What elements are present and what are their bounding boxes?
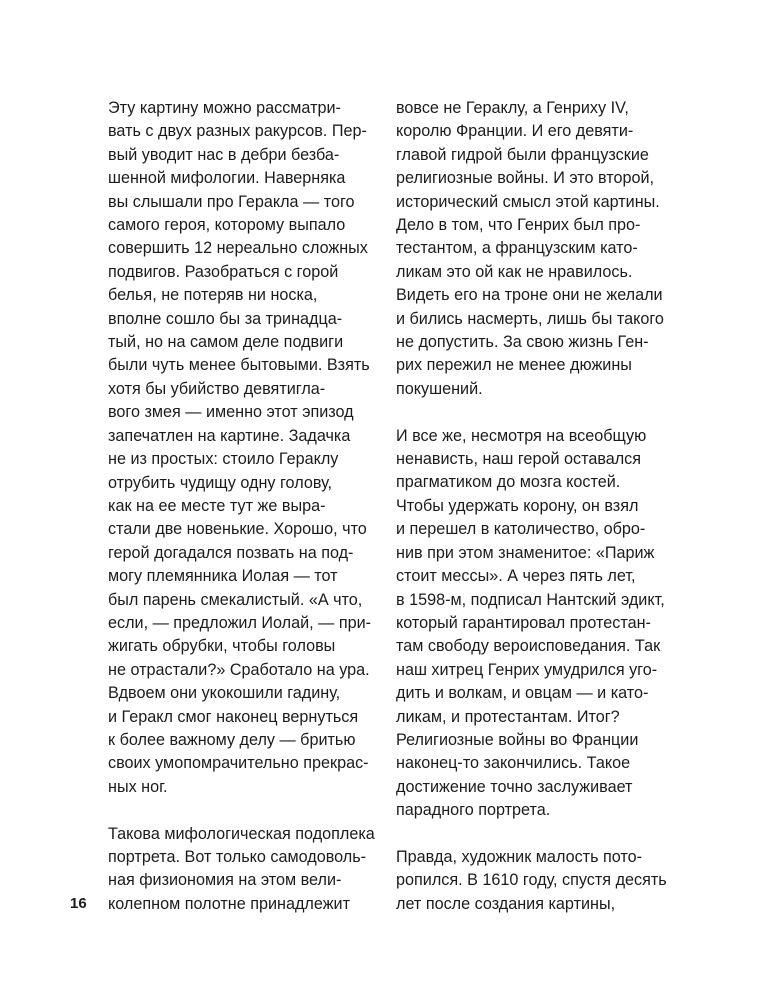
text-line: вого змея — именно этот эпизод (108, 403, 354, 422)
text-line: Вдвоем они укокошили гадину, (108, 684, 341, 703)
text-line: там свободу вероисповедания. Так (396, 637, 661, 656)
paragraph (396, 846, 676, 916)
text-line: рих пережил не менее дюжины (396, 356, 632, 375)
text-line: не допустить. За свою жизнь Ген- (396, 333, 649, 352)
text-line: не отрастали?» Сработало на ура. (108, 660, 370, 679)
text-line: королю Франции. И его девяти- (396, 122, 634, 141)
text-line: исторический смысл этой картины. (396, 192, 660, 211)
text-line: и бились насмерть, лишь бы такого (396, 309, 664, 328)
text-line: были чуть менее бытовыми. Взять (108, 356, 370, 375)
page-number: 16 (70, 895, 87, 912)
text-line: стали две новенькие. Хорошо, что (108, 520, 367, 539)
text-line: Эту картину можно рассматри- (108, 99, 341, 117)
text-line: ных ног. (108, 777, 168, 796)
text-line: вполне сошло бы за тринадца- (108, 309, 343, 328)
text-line: ная физиономия на этом вели- (108, 871, 342, 890)
text-line: отрубить чудищу одну голову, (108, 473, 333, 492)
text-line: белья, не потеряв ни носка, (108, 286, 318, 305)
text-line: хотя бы убийство девятигла- (108, 379, 326, 398)
text-line: лет после создания картины, (396, 894, 616, 913)
text-line: как на ее месте тут же выра- (108, 496, 326, 515)
text-line: Правда, художник малость пото- (396, 847, 643, 866)
text-line: подвигов. Разобраться с горой (108, 262, 339, 281)
paragraph (396, 425, 676, 823)
text-line: герой догадался позвать на под- (108, 543, 354, 562)
text-line: стоит мессы». А через пять лет, (396, 567, 636, 586)
text-line: Видеть его на троне они не желали (396, 286, 663, 305)
paragraph-gap (396, 823, 676, 846)
text-line: совершить 12 нереально сложных (108, 239, 368, 258)
text-line: Религиозные войны во Франции (396, 730, 639, 749)
text-line: И все же, несмотря на всеобщую (396, 426, 647, 445)
paragraph-gap (108, 799, 388, 822)
text-line: вовсе не Гераклу, а Генриху IV, (396, 99, 629, 117)
right-text-column (396, 97, 676, 916)
text-line: вать с двух разных ракурсов. Пер- (108, 122, 367, 141)
text-line: вы слышали про Геракла — того (108, 192, 355, 211)
text-line: в 1598-м, подписал Нантский эдикт, (396, 590, 665, 609)
text-line: который гарантировал протестан- (396, 613, 651, 632)
text-line: покушений. (396, 379, 483, 398)
text-line: не из простых: стоило Гераклу (108, 450, 339, 469)
paragraph (108, 97, 388, 799)
text-line: Такова мифологическая подоплека (108, 824, 375, 843)
text-line: тестантом, а французским като- (396, 239, 638, 258)
text-line: ликам, и протестантам. Итог? (396, 707, 620, 726)
text-line: своих умопомрачительно прекрас- (108, 754, 369, 773)
left-text-column (108, 97, 388, 916)
text-line: парадного портрета. (396, 801, 551, 820)
text-line: Чтобы удержать корону, он взял (396, 496, 639, 515)
text-line: ликам это ой как не нравилось. (396, 262, 633, 281)
text-line: достижение точно заслуживает (396, 777, 633, 796)
text-line: если, — предложил Иолай, — при- (108, 613, 372, 632)
text-line: ропился. В 1610 году, спустя десять (396, 871, 667, 890)
text-line: к более важному делу — бритью (108, 730, 356, 749)
text-line: тый, но на самом деле подвиги (108, 333, 344, 352)
text-line: вый уводит нас в дебри безба- (108, 145, 340, 164)
text-line: прагматиком до мозга костей. (396, 473, 621, 492)
paragraph-gap (396, 401, 676, 424)
text-line: запечатлен на картине. Задачка (108, 426, 351, 445)
text-line: самого героя, которому выпало (108, 216, 346, 235)
text-line: дить и волкам, и овцам — и като- (396, 684, 649, 703)
text-line: главой гидрой были французские (396, 145, 649, 164)
text-line: наконец-то закончились. Такое (396, 754, 631, 773)
text-line: жигать обрубки, чтобы головы (108, 637, 336, 656)
text-line: был парень смекалистый. «А что, (108, 590, 363, 609)
text-line: религиозные войны. И это второй, (396, 169, 655, 188)
paragraph (108, 823, 388, 917)
text-line: Дело в том, что Генрих был про- (396, 216, 641, 235)
paragraph (396, 97, 676, 401)
text-line: могу племянника Иолая — тот (108, 567, 338, 586)
text-line: и Геракл смог наконец вернуться (108, 707, 359, 726)
text-line: наш хитрец Генрих умудрился уго- (396, 660, 658, 679)
text-line: портрета. Вот только самодоволь- (108, 847, 367, 866)
text-line: и перешел в католичество, обро- (396, 520, 646, 539)
text-line: нив при этом знаменитое: «Париж (396, 543, 655, 562)
text-line: колепном полотне принадлежит (108, 894, 350, 913)
text-line: ненависть, наш герой оставался (396, 450, 642, 469)
text-line: шенной мифологии. Наверняка (108, 169, 346, 188)
